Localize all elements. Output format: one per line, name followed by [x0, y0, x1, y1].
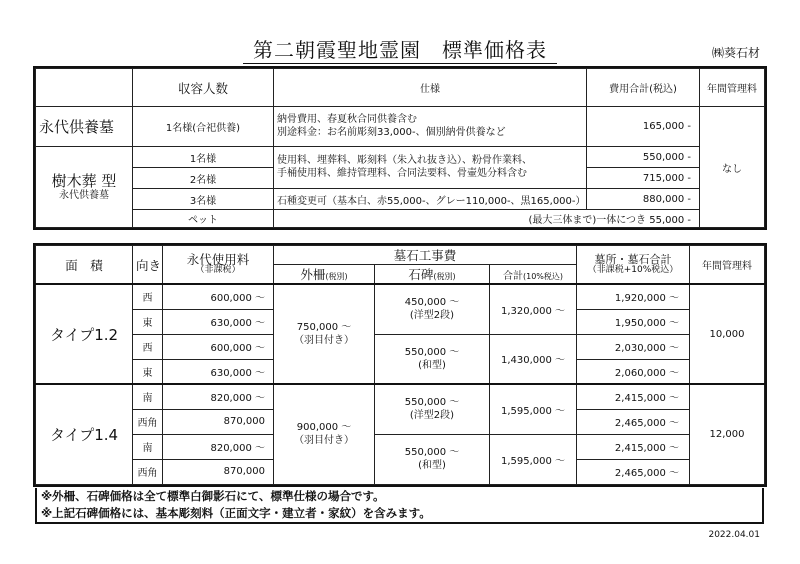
fence-price: 750,000 ～ [296, 322, 352, 333]
note-line: ※上記石碑価格には、基本彫刻料（正面文字・建立者・家紋）を含みます。 [41, 506, 431, 520]
subtotal: 1,430,000 ～ [490, 334, 577, 384]
eitai-price: 165,000 - [587, 107, 700, 147]
grand-total: 2,465,000 ～ [577, 459, 690, 484]
stone-price: 550,000 ～ [404, 447, 460, 458]
eitai-spec-line2: 別途料金：お名前彫刻33,000-、個別納骨供養など [277, 126, 506, 138]
header-annual-fee: 年間管理料 [690, 246, 765, 285]
fence-price-cell [274, 284, 375, 384]
fence-price: 900,000 ～ [296, 422, 352, 434]
header-grand-sub: （非課税+10%税込） [587, 264, 679, 275]
stone-price: 550,000 ～ [404, 397, 460, 409]
notes-box [35, 488, 764, 524]
header-use-fee [163, 246, 274, 285]
stone-note: (洋型2段) [409, 410, 455, 422]
jumoku-sub: 永代供養墓 [59, 190, 109, 201]
subtotal: 1,320,000 ～ [490, 284, 577, 334]
header-capacity: 収容人数 [133, 69, 274, 107]
top-price-table [35, 68, 765, 228]
direction: 西 [133, 334, 163, 359]
header-annual: 年間管理料 [700, 69, 765, 107]
stone-price: 450,000 ～ [404, 297, 460, 309]
issue-date: 2022.04.01 [708, 530, 760, 540]
grand-total: 1,920,000 ～ [577, 284, 690, 309]
header-grand-label: 墓所・墓石合計 [594, 252, 672, 266]
jumoku-price-3: 880,000 - [587, 189, 700, 210]
use-fee: 630,000 ～ [163, 359, 274, 384]
jumoku-capacity-3: 3名様 [133, 189, 274, 210]
use-fee: 820,000 ～ [163, 384, 274, 409]
header-fence-sub: (税別) [325, 272, 348, 281]
header-total: 費用合計(税込) [587, 69, 700, 107]
header-works: 墓石工事費 [274, 246, 577, 265]
header-direction: 向き [133, 246, 163, 285]
company-name: ㈱葵石材 [711, 46, 760, 60]
header-subtotal-label: 合計 [502, 270, 523, 282]
annual-fee: 10,000 [690, 284, 765, 384]
header-grand [577, 246, 690, 285]
annual-fee: 12,000 [690, 384, 765, 484]
direction: 南 [133, 384, 163, 409]
subtotal: 1,595,000 ～ [490, 434, 577, 484]
direction: 西角 [133, 459, 163, 484]
page-title-text: 第二朝霞聖地霊園 標準価格表 [243, 38, 557, 64]
jumoku-spec [274, 147, 587, 189]
jumoku-spec-line2: 手桶使用料、維持管理料、合同法要料、骨壷処分料含む [277, 167, 527, 179]
fence-note: （羽目付き） [294, 435, 354, 447]
header-use-fee-label: 永代使用料 [186, 251, 250, 267]
eitai-capacity: 1名様(合祀供養) [133, 107, 274, 147]
grand-total: 1,950,000 ～ [577, 309, 690, 334]
direction: 南 [133, 434, 163, 459]
header-spec: 仕様 [274, 69, 587, 107]
fence-note: （羽目付き） [294, 335, 354, 346]
top-annual-value: なし [700, 107, 765, 228]
header-stone-sub: (税別) [433, 272, 456, 281]
jumoku-price-pet: (最大三体まで)一体につき 55,000 - [274, 210, 700, 228]
fence-price-cell [274, 384, 375, 484]
jumoku-spec-stone: 石種変更可（基本白、赤55,000-、グレー110,000-、黒165,000-） [274, 189, 587, 210]
direction: 西 [133, 284, 163, 309]
grand-total: 2,415,000 ～ [577, 434, 690, 459]
use-fee: 820,000 ～ [163, 434, 274, 459]
subtotal: 1,595,000 ～ [490, 384, 577, 434]
use-fee: 600,000 ～ [163, 284, 274, 309]
jumoku-price-2: 715,000 - [587, 168, 700, 189]
grand-total: 2,465,000 ～ [577, 409, 690, 434]
stone-note: (和型) [418, 460, 446, 471]
header-stone [375, 265, 490, 285]
eitai-spec-line1: 納骨費用、春夏秋合同供養含む [277, 114, 417, 125]
eitai-spec [274, 107, 587, 147]
type-name: タイプ1.2 [36, 284, 133, 384]
header-subtotal [490, 265, 577, 285]
header-area: 面 積 [36, 246, 133, 285]
header-fence-label: 外柵 [300, 267, 326, 282]
jumoku-capacity-2: 2名様 [133, 168, 274, 189]
grand-total: 2,030,000 ～ [577, 334, 690, 359]
direction: 東 [133, 309, 163, 334]
use-fee: 870,000 [163, 459, 274, 484]
header-subtotal-sub: (10%税込) [522, 271, 564, 281]
grand-total: 2,060,000 ～ [577, 359, 690, 384]
stone-price-cell [375, 384, 490, 434]
jumoku-spec-line1: 使用料、埋葬料、彫刻料（朱入れ抜き込）、粉骨作業料、 [277, 155, 532, 166]
jumoku-capacity-1: 1名様 [133, 147, 274, 168]
jumoku-name: 樹木葬 型 [51, 172, 117, 190]
note-line: ※外柵、石碑価格は全て標準白御影石にて、標準仕様の場合です。 [41, 489, 385, 503]
type-name: タイプ1.4 [36, 384, 133, 484]
header-use-fee-sub: （非課税） [195, 265, 241, 276]
use-fee: 870,000 [163, 409, 274, 434]
stone-note: (和型) [418, 359, 446, 371]
page-title [0, 34, 800, 63]
grand-total: 2,415,000 ～ [577, 384, 690, 409]
bottom-price-table [35, 245, 765, 485]
stone-note: (洋型2段) [409, 310, 455, 322]
stone-price-cell [375, 434, 490, 484]
stone-price: 550,000 ～ [404, 346, 460, 358]
use-fee: 630,000 ～ [163, 309, 274, 334]
use-fee: 600,000 ～ [163, 334, 274, 359]
jumoku-name-cell [36, 147, 133, 228]
header-fence [274, 265, 375, 285]
stone-price-cell [375, 284, 490, 334]
corner-cell [36, 69, 133, 107]
eitai-name: 永代供養墓 [36, 107, 133, 147]
direction: 東 [133, 359, 163, 384]
jumoku-price-1: 550,000 - [587, 147, 700, 168]
direction: 西角 [133, 409, 163, 434]
header-stone-label: 石碑 [408, 267, 434, 282]
jumoku-capacity-pet: ペット [133, 210, 274, 228]
stone-price-cell [375, 334, 490, 384]
